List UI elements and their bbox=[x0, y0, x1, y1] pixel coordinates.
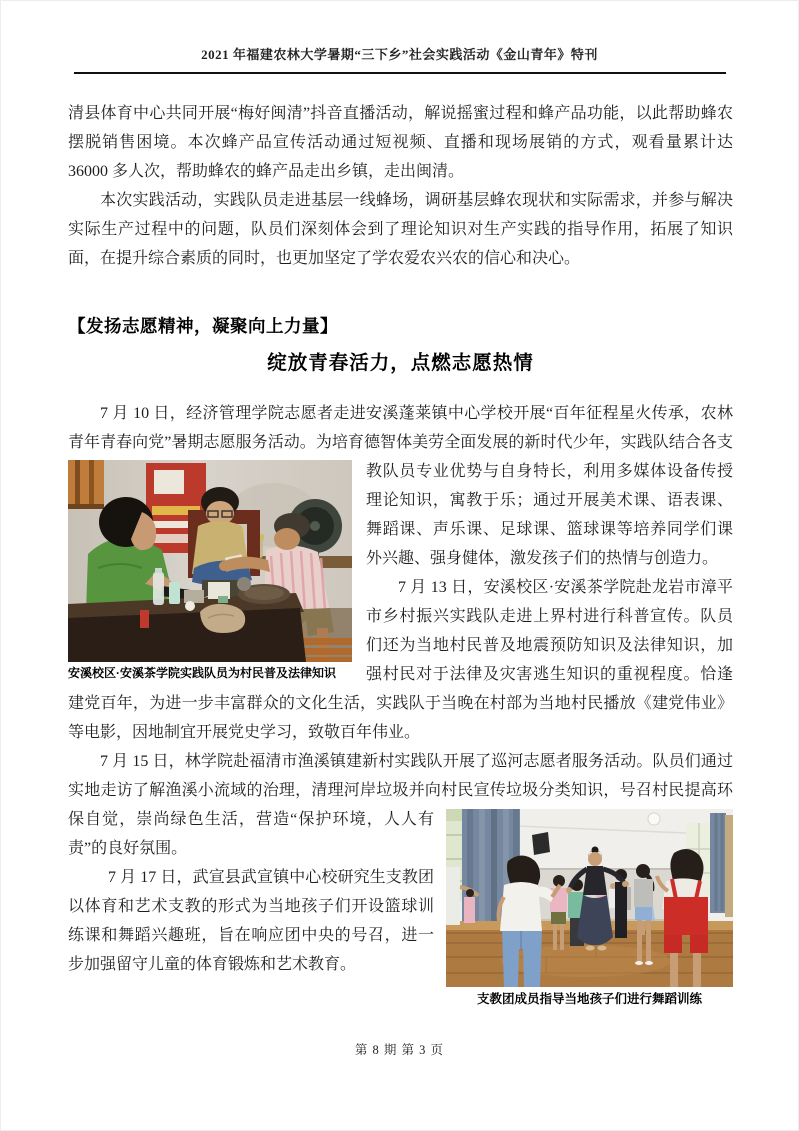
paragraph-practice-summary: 本次实践活动，实践队员走进基层一线蜂场，调研基层蜂农现状和实际需求，并参与解决实际生产过程中的问题，队员们深刻体会到了理论知识对生产实践的指导作用，拓展了知识面，在提升综合素质的同时，也更加坚定了学农爱农兴农的信心和决心。 bbox=[68, 192, 733, 267]
page-footer: 第 8 期 第 3 页 bbox=[354, 1043, 445, 1057]
paragraph-july15-part1: 7 月 15 日，林学院赴福清市渔溪镇建新村实践队开展了巡河志愿者服务活动。队员们通过实地走访了解渔溪小流域的治理，清理河岸垃圾并向村民宣传垃圾分类知识，号召村民提高 bbox=[68, 753, 733, 799]
article-subtitle: 绽放青春活力，点燃志愿热情 bbox=[267, 352, 534, 374]
page-header bbox=[74, 44, 726, 74]
header-title: 2021 年福建农林大学暑期“三下乡”社会实践活动《金山青年》特刊 bbox=[201, 47, 598, 62]
paragraph-july13: 7 月 13 日，安溪校区·安溪茶学院赴龙岩市漳平市乡村振兴实践队走进上界村进行科普宣传。队员们还为当地村民普及地震预防知识及法律知识，加强村民对于法律及灾害逃生知识的重视程度。恰逢建党百年，为进一步丰富群众的文化生活，实践队于当晚在村部为当地村民播放《建党伟业》等电影，因地制宜开展党史学习，致敬百年伟业。 bbox=[68, 579, 733, 741]
paragraph-july15-part2: 环保自觉，崇尚绿色生活，营造“保护环境，人人有责”的良好氛围。 bbox=[68, 782, 733, 857]
article-body bbox=[0, 99, 799, 1006]
photo-villager-interview bbox=[68, 460, 352, 662]
paragraph-july10-part1: 7 月 10 日，经济管理学院志愿者走进安溪蓬莱镇中心学校开展“百年征程星火传承，农林青年青春向党”暑期志愿服务活动。为培育德智体美劳全面发展的新时代少年，实践队结 bbox=[68, 405, 733, 451]
paragraph-july10-part2: 合各支教队员专业优势与自身特长，利用多媒体设备传授理论知识，寓教于乐；通过开展美术课、语表课、舞蹈课、声乐课、足球课、篮球课等培养同学们课外兴趣、强身健体，激发孩子们的热情与创造力。 bbox=[366, 434, 733, 567]
figure-caption-law: 安溪校区·安溪茶学院实践队员为村民普及法律知识 bbox=[68, 666, 336, 680]
figure-caption-dance: 支教团成员指导当地孩子们进行舞蹈训练 bbox=[476, 992, 702, 1006]
paragraph-july17: 7 月 17 日，武宣县武宣镇中心校研究生支教团以体育和艺术支教的形式为当地孩子们开设篮球训练课和舞蹈兴趣班，旨在响应团中央的号召，进一步加强留守儿童的体育锻炼和艺术教育。 bbox=[68, 869, 434, 973]
section-heading: 【发扬志愿精神，凝聚向上力量】 bbox=[68, 316, 338, 336]
figure-law-popularization bbox=[68, 460, 352, 682]
figure-dance-training bbox=[446, 809, 733, 1008]
photo-dance-classroom bbox=[446, 809, 733, 987]
paragraph-bee-promotion: 清县体育中心共同开展“梅好闽清”抖音直播活动，解说摇蜜过程和蜂产品功能，以此帮助蜂农摆脱销售困境。本次蜂产品宣传活动通过短视频、直播和现场展销的方式，观看量累计达 36000 多人次，帮助蜂农的蜂产品走出乡镇，走出闽清。 bbox=[68, 105, 733, 180]
